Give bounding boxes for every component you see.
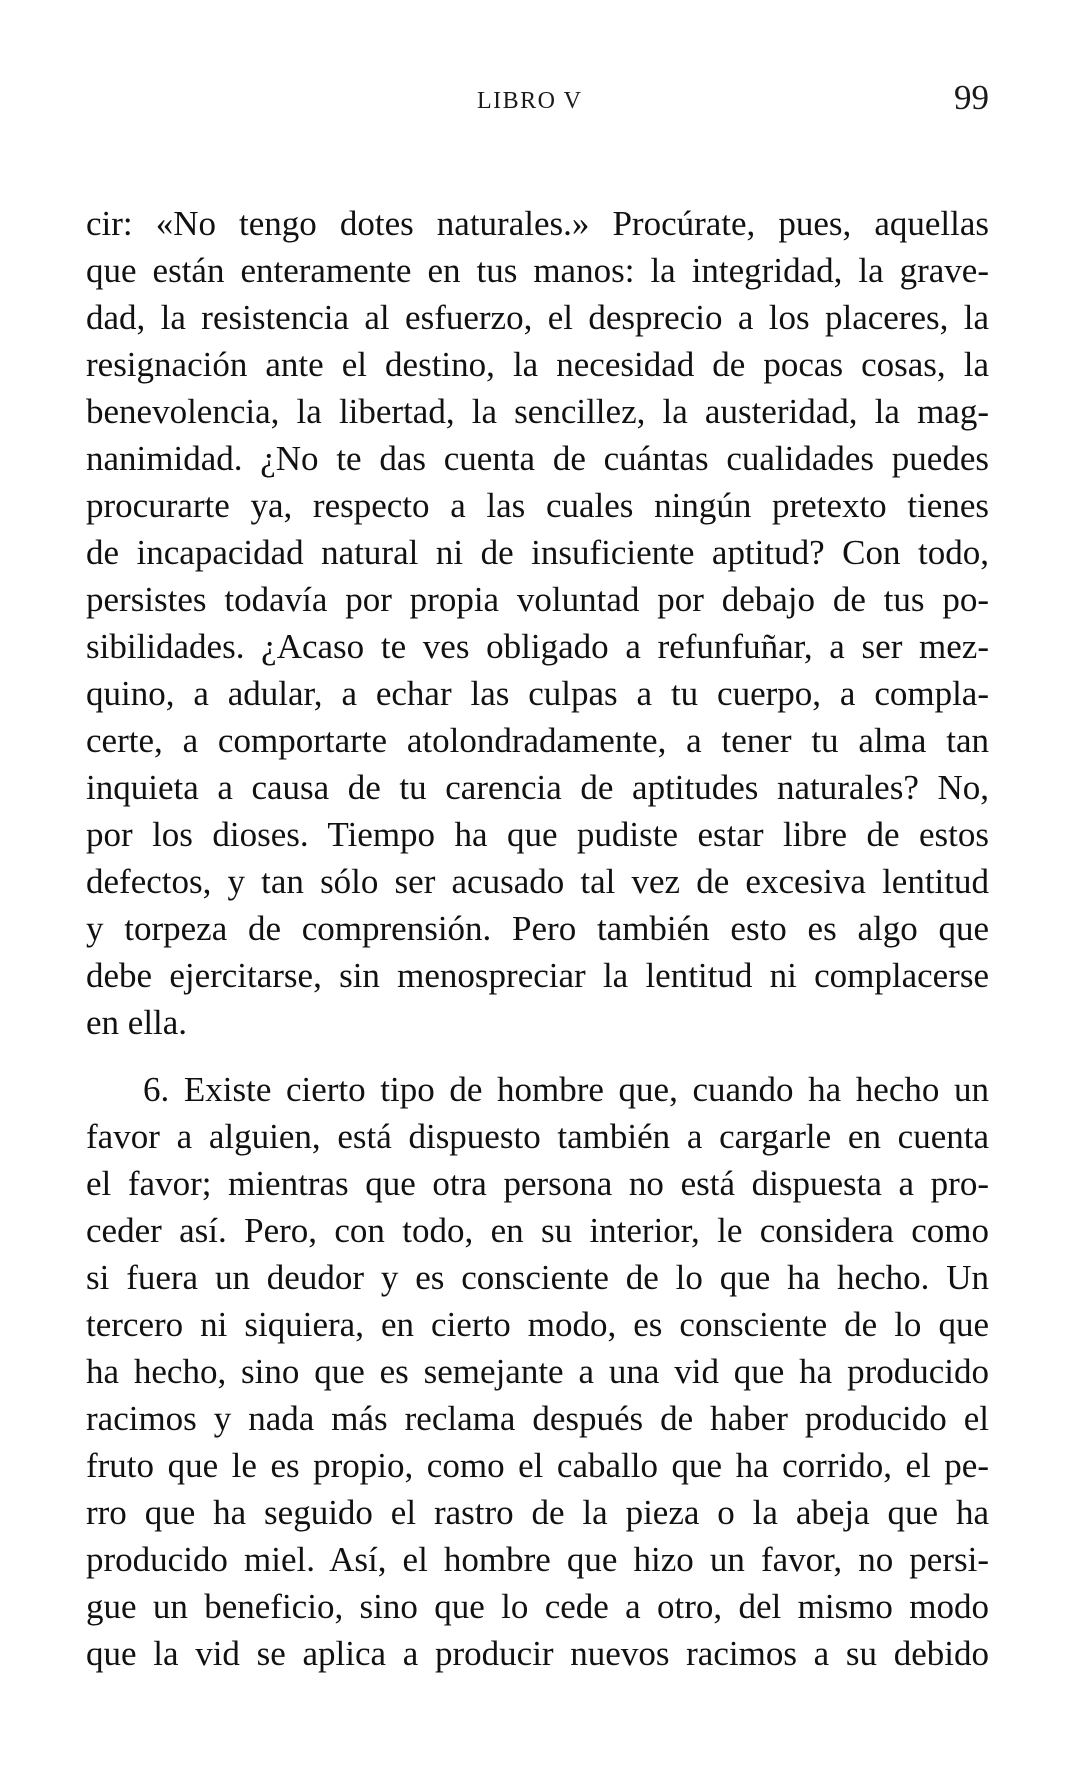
text-line: si fuera un deudor y es consciente de lo que ha hecho. Un [86, 1258, 989, 1297]
text-line: 6. Existe cierto tipo de hombre que, cuando ha hecho un [143, 1070, 989, 1109]
text-line: que están enteramente en tus manos: la integridad, la grave- [86, 251, 989, 290]
text-line: que la vid se aplica a producir nuevos racimos a su debido [86, 1634, 989, 1673]
paragraph-continued [86, 200, 989, 1046]
text-line: cir: «No tengo dotes naturales.» Procúrate, pues, aquellas [86, 204, 989, 243]
text-line: procurarte ya, respecto a las cuales ningún pretexto tienes [86, 486, 989, 525]
text-line: sibilidades. ¿Acaso te ves obligado a refunfuñar, a ser mez- [86, 627, 989, 666]
text-line: de incapacidad natural ni de insuficiente aptitud? Con todo, [86, 533, 989, 572]
text-line: benevolencia, la libertad, la sencillez, la austeridad, la mag- [86, 392, 989, 431]
text-line: favor a alguien, está dispuesto también a cargarle en cuenta [86, 1117, 989, 1156]
text-line: racimos y nada más reclama después de haber producido el [86, 1399, 989, 1438]
text-line: quino, a adular, a echar las culpas a tu cuerpo, a compla- [86, 674, 989, 713]
paragraph-section-6 [86, 1066, 989, 1677]
text-line: defectos, y tan sólo ser acusado tal vez de excesiva lentitud [86, 862, 989, 901]
text-line: ceder así. Pero, con todo, en su interior, le considera como [86, 1211, 989, 1250]
text-line: rro que ha seguido el rastro de la pieza o la abeja que ha [86, 1493, 989, 1532]
text-line: debe ejercitarse, sin menospreciar la lentitud ni complacerse [86, 956, 989, 995]
text-line: dad, la resistencia al esfuerzo, el desprecio a los placeres, la [86, 298, 989, 337]
running-head [0, 80, 1080, 120]
text-line: tercero ni siquiera, en cierto modo, es consciente de lo que [86, 1305, 989, 1344]
text-line: persistes todavía por propia voluntad por debajo de tus po- [86, 580, 989, 619]
running-head-title: LIBRO V [477, 88, 583, 114]
text-line: y torpeza de comprensión. Pero también esto es algo que [86, 909, 989, 948]
text-line: inquieta a causa de tu carencia de aptitudes naturales? No, [86, 768, 989, 807]
text-line: ha hecho, sino que es semejante a una vid que ha producido [86, 1352, 989, 1391]
text-line: en ella. [86, 1003, 188, 1042]
text-line: por los dioses. Tiempo ha que pudiste estar libre de estos [86, 815, 989, 854]
text-line: nanimidad. ¿No te das cuenta de cuántas cualidades puedes [86, 439, 989, 478]
text-line: producido miel. Así, el hombre que hizo un favor, no persi- [86, 1540, 989, 1579]
text-line: certe, a comportarte atolondradamente, a tener tu alma tan [86, 721, 989, 760]
text-line: gue un beneficio, sino que lo cede a otro, del mismo modo [86, 1587, 989, 1626]
text-line: el favor; mientras que otra persona no está dispuesta a pro- [86, 1164, 989, 1203]
page-number: 99 [954, 78, 989, 117]
text-line: fruto que le es propio, como el caballo que ha corrido, el pe- [86, 1446, 989, 1485]
text-line: resignación ante el destino, la necesidad de pocas cosas, la [86, 345, 989, 384]
body-text [86, 200, 989, 1677]
